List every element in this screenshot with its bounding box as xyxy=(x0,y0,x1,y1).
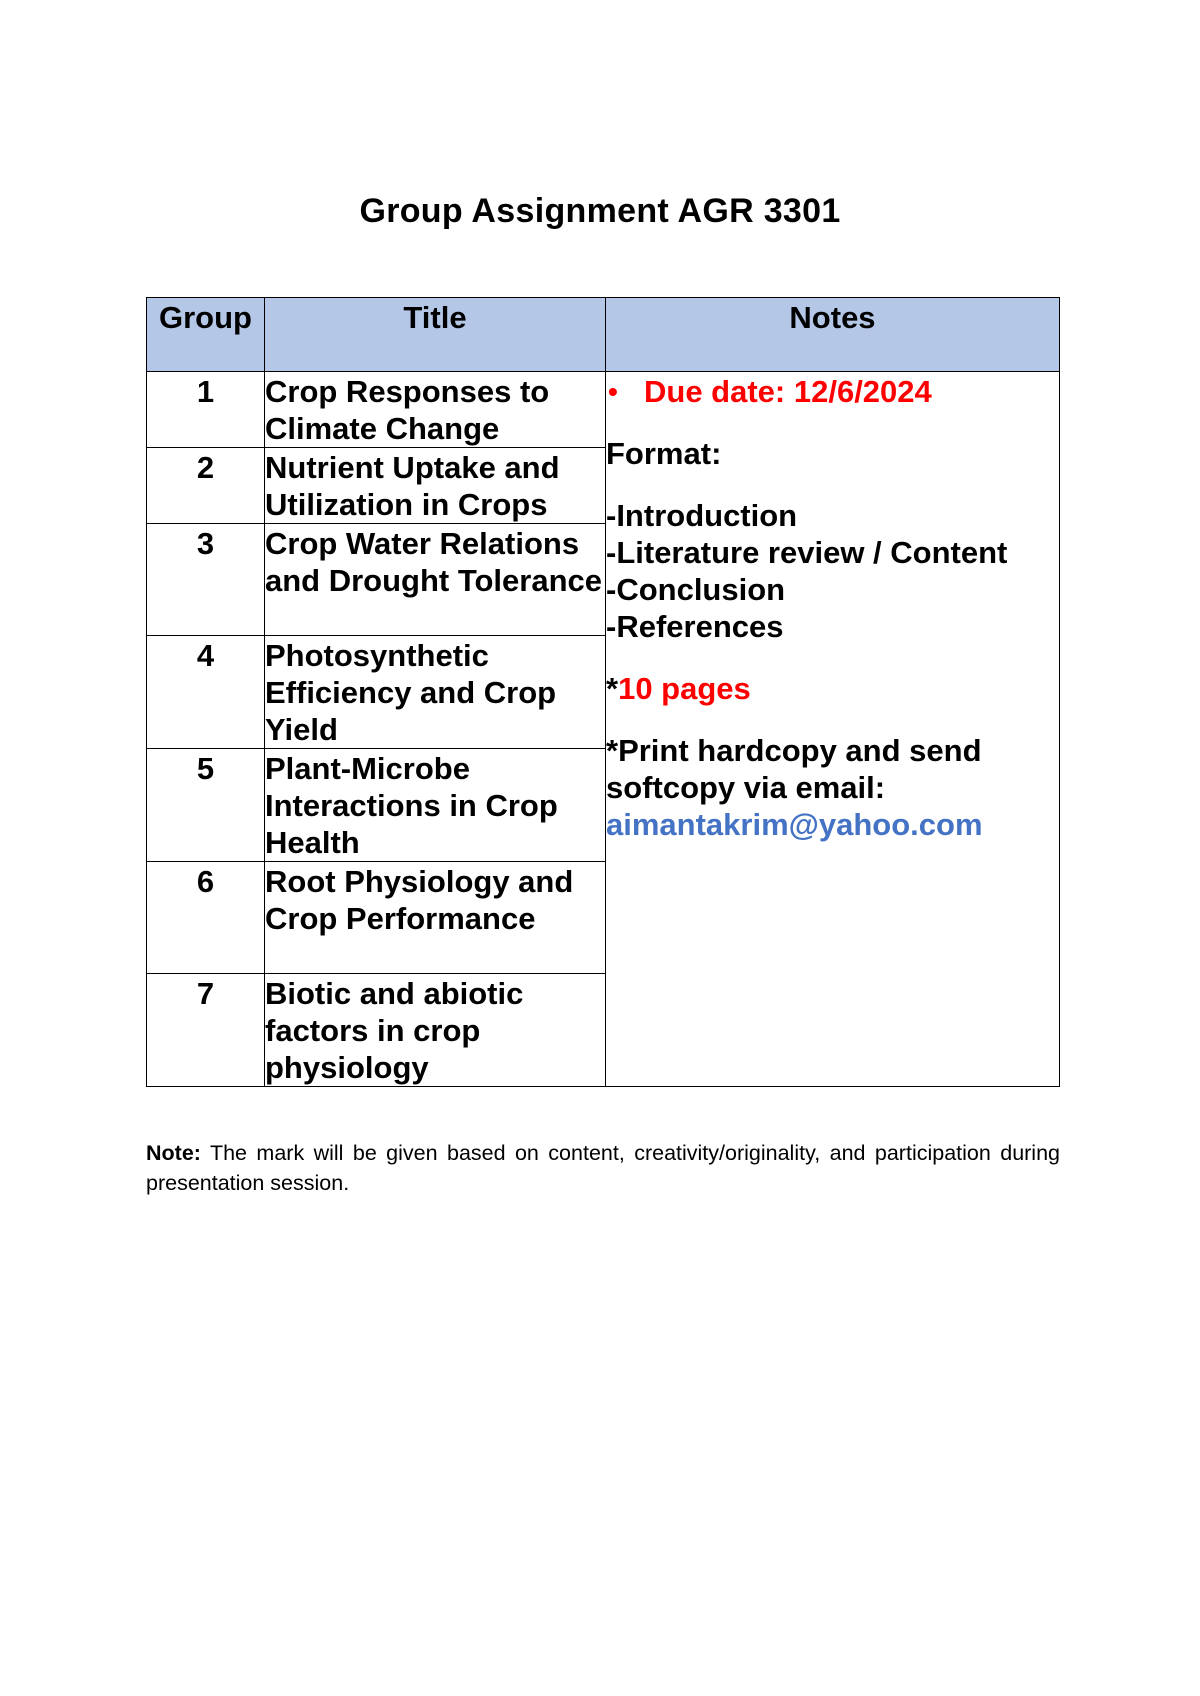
header-title: Title xyxy=(265,298,606,372)
format-label: Format: xyxy=(606,436,722,471)
group-number: 7 xyxy=(147,974,265,1087)
notes-cell xyxy=(606,372,1060,1087)
group-number: 2 xyxy=(147,448,265,524)
header-notes: Notes xyxy=(606,298,1060,372)
email-link[interactable]: aimantakrim@yahoo.com xyxy=(606,807,983,842)
due-date-line xyxy=(608,373,1059,410)
format-item: -Introduction xyxy=(606,498,798,533)
group-number: 4 xyxy=(147,636,265,749)
group-title: Nutrient Uptake and Utilization in Crops xyxy=(265,448,606,524)
group-title: Photosynthetic Efficiency and Crop Yield xyxy=(265,636,606,749)
footer-note-text: The mark will be given based on content, creativity/originality, and participation during presentation session. xyxy=(146,1141,1060,1195)
format-item: -References xyxy=(606,609,784,644)
table-row xyxy=(147,372,1060,448)
page-count-line xyxy=(606,670,1059,707)
footer-note-label: Note: xyxy=(146,1141,201,1165)
group-title: Crop Responses to Climate Change xyxy=(265,372,606,448)
due-date: Due date: 12/6/2024 xyxy=(644,374,932,409)
page-count-asterisk: * xyxy=(606,671,619,706)
format-item: -Literature review / Content xyxy=(606,535,1008,570)
print-instruction: *Print hardcopy and send softcopy via email: xyxy=(606,733,982,805)
group-number: 6 xyxy=(147,862,265,974)
group-title: Plant-Microbe Interactions in Crop Health xyxy=(265,749,606,862)
footer-note xyxy=(146,1138,1060,1198)
group-title: Biotic and abiotic factors in crop physiology xyxy=(265,974,606,1087)
group-number: 1 xyxy=(147,372,265,448)
group-title: Crop Water Relations and Drought Tolerance xyxy=(265,524,606,636)
page-count: 10 pages xyxy=(618,671,751,706)
assignment-table xyxy=(146,297,1060,1087)
header-group: Group xyxy=(147,298,265,372)
bullet-icon: • xyxy=(608,376,618,407)
table-header-row xyxy=(147,298,1060,372)
group-title: Root Physiology and Crop Performance xyxy=(265,862,606,974)
group-number: 5 xyxy=(147,749,265,862)
format-item: -Conclusion xyxy=(606,572,786,607)
document-title: Group Assignment AGR 3301 xyxy=(359,192,841,230)
group-number: 3 xyxy=(147,524,265,636)
